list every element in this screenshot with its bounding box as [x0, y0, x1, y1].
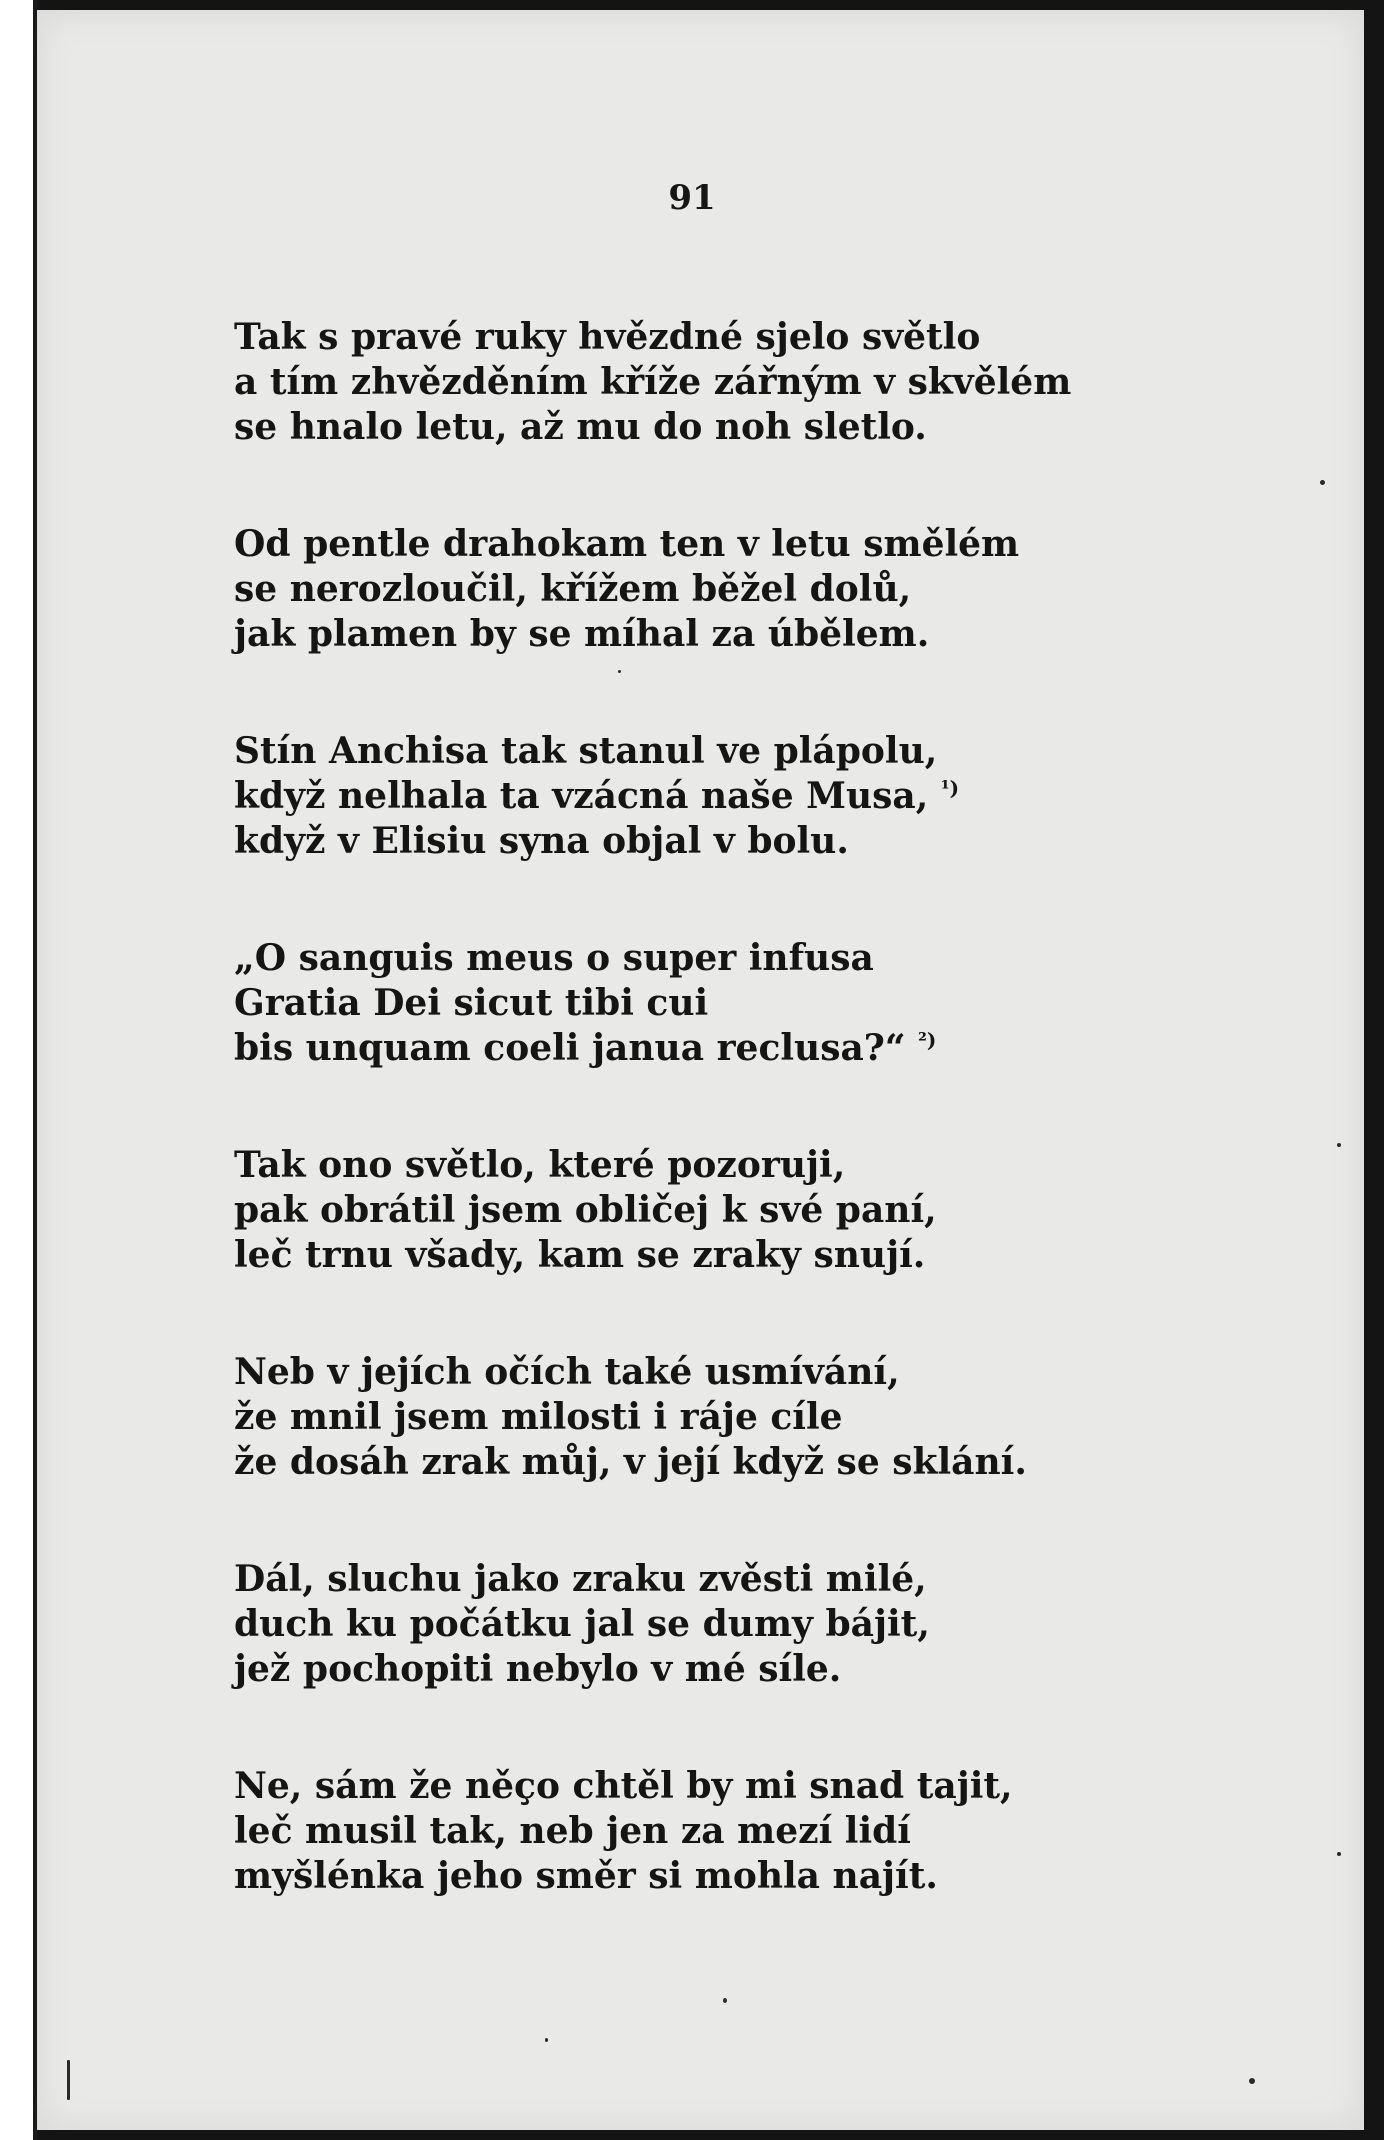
poem-line: že dosáh zrak můj, v její když se sklání.	[234, 1441, 1027, 1483]
poem-line: leč musil tak, neb jen za mezí lidí	[234, 1810, 911, 1852]
poem-line: se nerozloučil, křížem běžel dolů,	[234, 568, 912, 610]
poem-line: jež pochopiti nebylo v mé síle.	[234, 1648, 842, 1690]
poem-line: Od pentle drahokam ten v letu smělém	[234, 523, 1020, 565]
paper-speck	[1249, 2078, 1255, 2084]
poem-line: Gratia Dei sicut tibi cui	[234, 982, 709, 1024]
stanza-4	[234, 936, 1294, 1071]
stanza-1	[234, 315, 1294, 450]
poem-line: pak obrátil jsem obličej k své paní,	[234, 1189, 937, 1231]
poem-line-with-footnote	[234, 774, 1294, 819]
stanza-6	[234, 1350, 1294, 1485]
stanza-5	[234, 1143, 1294, 1278]
paper-speck	[1337, 1852, 1341, 1856]
book-page	[37, 10, 1364, 2130]
poem-line-text: bis unquam coeli janua reclusa?“	[234, 1027, 906, 1069]
footnote-marker-2: ²)	[918, 1028, 937, 1052]
poem-line: jak plamen by se míhal za úbělem.	[234, 613, 930, 655]
paper-speck	[618, 670, 621, 673]
poem-line: když v Elisiu syna objal v bolu.	[234, 820, 849, 862]
poem-line: Neb v jejích očích také usmívání,	[234, 1351, 900, 1393]
poem-line: myšlénka jeho směr si mohla najít.	[234, 1855, 938, 1897]
poem-line: Stín Anchisa tak stanul ve plápolu,	[234, 730, 938, 772]
paper-speck	[723, 1998, 727, 2003]
poem-line: „O sanguis meus o super infusa	[234, 937, 874, 979]
poem-line: Ne, sám že něço chtěl by mi snad tajit,	[234, 1765, 1013, 1807]
poem-line: duch ku počátku jal se dumy bájit,	[234, 1603, 930, 1645]
paper-speck	[1320, 480, 1325, 485]
poem-line: Tak ono světlo, které pozoruji,	[234, 1144, 846, 1186]
poem-line: se hnalo letu, až mu do noh sletlo.	[234, 406, 927, 448]
page-number: 91	[668, 178, 716, 218]
paper-speck	[1337, 1143, 1341, 1147]
poem-line: že mnil jsem milosti i ráje cíle	[234, 1396, 843, 1438]
poem-line: Tak s pravé ruky hvězdné sjelo světlo	[234, 316, 981, 358]
poem	[234, 315, 1294, 1971]
footnote-marker-1: ¹)	[940, 776, 960, 800]
poem-line-text: když nelhala ta vzácná naše Musa,	[234, 775, 929, 817]
poem-line-with-footnote	[234, 1026, 1294, 1071]
poem-line: leč trnu všady, kam se zraky snují.	[234, 1234, 926, 1276]
stanza-8	[234, 1764, 1294, 1899]
paper-speck	[67, 2060, 70, 2100]
stanza-7	[234, 1557, 1294, 1692]
stanza-3	[234, 729, 1294, 864]
poem-line: Dál, sluchu jako zraku zvěsti milé,	[234, 1558, 927, 1600]
paper-speck	[545, 2038, 548, 2042]
stanza-2	[234, 522, 1294, 657]
page-left-edge	[0, 0, 37, 2140]
poem-line: a tím zhvězděním kříže zářným v skvělém	[234, 361, 1072, 403]
